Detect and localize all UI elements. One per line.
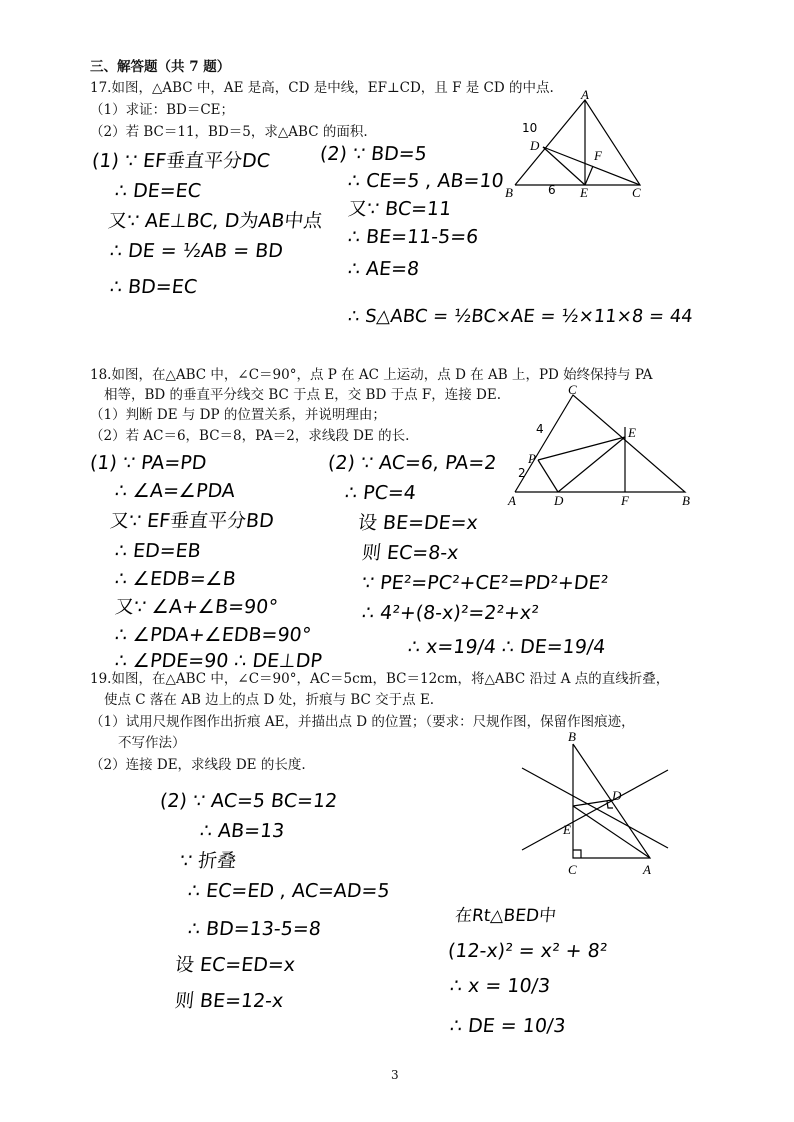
q18-label-pa-length: 2: [518, 466, 526, 480]
q19-construction-line-1: [522, 768, 668, 848]
q19-hw-line: 在Rt△BED中: [453, 906, 558, 926]
q18-label-f: F: [621, 493, 629, 508]
q18-segment-pd: [538, 460, 558, 492]
section-title: 三、解答题（共 7 题）: [90, 59, 231, 75]
q19-hw-line: ∴ BD=13-5=8: [186, 918, 322, 940]
q19-segment-de: [573, 800, 612, 806]
q17-median-cd: [543, 147, 640, 185]
q17-label-f: F: [594, 148, 602, 163]
q18-hw-line: 又∵ EF垂直平分BD: [108, 510, 275, 532]
q19-hw-line: 则 BE=12-x: [173, 990, 285, 1012]
q18-label-pc-length: 4: [536, 422, 544, 436]
q17-hw-line: ∴ BD=EC: [108, 276, 199, 298]
q17-hw-line: 又∵ BC=11: [346, 198, 453, 220]
q18-hw-line: ∵ PE²=PC²+CE²=PD²+DE²: [360, 572, 610, 594]
page-number: 3: [391, 1068, 399, 1082]
q17-stem: 17.如图，△ABC 中，AE 是高，CD 是中线，EF⊥CD，且 F 是 CD 的中点.: [90, 80, 554, 96]
q17-hw-line: ∴ AE=8: [346, 258, 421, 280]
q18-part2: （2）若 AC＝6，BC＝8，PA＝2，求线段 DE 的长.: [90, 428, 410, 444]
q19-hw-line: ∵ 折叠: [178, 850, 238, 872]
q17-label-a: A: [581, 90, 589, 102]
q17-hw-line: ∴ DE=EC: [113, 180, 203, 202]
q17-hw-line: (1) ∵ EF垂直平分DC: [90, 150, 272, 172]
q18-hw-line: ∴ ∠A=∠PDA: [113, 480, 237, 502]
q17-label-ab-length: 10: [522, 121, 538, 135]
q19-hw-line: ∴ DE = 10/3: [448, 1015, 567, 1037]
q18-hw-line: 又∵ ∠A+∠B=90°: [113, 596, 279, 618]
q17-label-be-length: 6: [548, 183, 556, 197]
q18-hw-line: 则 EC=8-x: [360, 542, 460, 564]
q18-label-c: C: [568, 385, 577, 397]
q19-part1-line1: （1）试用尺规作图作出折痕 AE，并描出点 D 的位置；（要求：尺规作图，保留作图痕迹，: [90, 714, 635, 730]
q17-label-b: B: [505, 185, 513, 200]
q18-stem-line2: 相等，BD 的垂直平分线交 BC 于点 E，交 BD 于点 F，连接 DE.: [104, 387, 502, 403]
q19-stem-line1: 19.如图，在△ABC 中，∠C＝90°，AC＝5cm，BC＝12cm，将△ABC 沿过 A 点的直线折叠，: [90, 671, 670, 687]
q18-hw-line: ∴ ED=EB: [113, 540, 202, 562]
q19-hw-line: (2) ∵ AC=5 BC=12: [158, 790, 339, 812]
q18-hw-line: ∴ PC=4: [343, 482, 418, 504]
q19-part1-line2: 不写作法）: [118, 735, 186, 751]
q17-label-d: D: [530, 138, 540, 153]
q19-hw-line: (12-x)² = x² + 8²: [446, 940, 609, 962]
q18-hw-line: (2) ∵ AC=6, PA=2: [326, 452, 498, 474]
q17-label-e: E: [580, 185, 588, 200]
q18-part1: （1）判断 DE 与 DP 的位置关系，并说明理由；: [90, 407, 386, 423]
q18-hw-line: ∴ ∠PDE=90 ∴ DE⊥DP: [113, 650, 323, 672]
q19-label-d: D: [612, 788, 622, 803]
q19-label-c: C: [568, 862, 577, 877]
q18-hw-line: 设 BE=DE=x: [356, 512, 479, 534]
q18-figure: [500, 385, 700, 510]
q17-segment-de: [543, 147, 585, 185]
q18-label-d: D: [554, 493, 564, 508]
q18-hw-line: (1) ∵ PA=PD: [88, 452, 208, 474]
q19-hw-line: ∴ AB=13: [198, 820, 286, 842]
q18-hw-line: ∴ 4²+(8-x)²=2²+x²: [360, 602, 540, 624]
q17-hw-line: (2) ∵ BD=5: [318, 143, 428, 165]
q18-label-e: E: [628, 425, 636, 440]
q19-hw-line: ∴ x = 10/3: [448, 975, 552, 997]
q19-part2: （2）连接 DE，求线段 DE 的长度.: [90, 757, 306, 773]
q17-part1: （1）求证：BD＝CE；: [90, 102, 235, 118]
q19-label-a: A: [643, 862, 651, 877]
q19-figure: [500, 730, 680, 880]
q19-hw-line: 设 EC=ED=x: [173, 954, 297, 976]
q18-label-p: P: [528, 451, 536, 466]
q18-stem-line1: 18.如图，在△ABC 中，∠C＝90°，点 P 在 AC 上运动，点 D 在 AB 上，PD 始终保持与 PA: [90, 367, 653, 383]
q17-hw-line: ∴ CE=5 , AB=10: [346, 170, 505, 192]
q17-hw-line: 又∵ AE⊥BC, D为AB中点: [106, 210, 324, 232]
q17-segment-ef: [585, 166, 593, 185]
q17-figure: [500, 90, 650, 202]
q18-hw-line: ∴ ∠EDB=∠B: [113, 568, 237, 590]
q18-hw-line: ∴ x=19/4 ∴ DE=19/4: [406, 636, 607, 658]
q19-right-angle-mark: [573, 850, 581, 858]
q18-label-b: B: [682, 493, 690, 508]
q18-segment-pe: [538, 437, 625, 460]
q19-stem-line2: 使点 C 落在 AB 边上的点 D 处，折痕与 BC 交于点 E.: [104, 692, 435, 708]
q18-hw-line: ∴ ∠PDA+∠EDB=90°: [113, 624, 313, 646]
q19-construction-line-2: [522, 770, 668, 850]
q17-label-c: C: [632, 185, 641, 200]
q17-hw-line: ∴ S△ABC = ½BC×AE = ½×11×8 = 44: [346, 306, 694, 327]
q17-hw-line: ∴ DE = ½AB = BD: [108, 240, 285, 262]
q17-hw-line: ∴ BE=11-5=6: [346, 226, 480, 248]
q17-part2: （2）若 BC＝11，BD＝5，求△ABC 的面积.: [90, 124, 368, 140]
q19-label-b: B: [568, 730, 576, 744]
q19-label-e: E: [563, 822, 571, 837]
q18-label-a: A: [508, 493, 516, 508]
q19-hw-line: ∴ EC=ED , AC=AD=5: [186, 880, 391, 902]
